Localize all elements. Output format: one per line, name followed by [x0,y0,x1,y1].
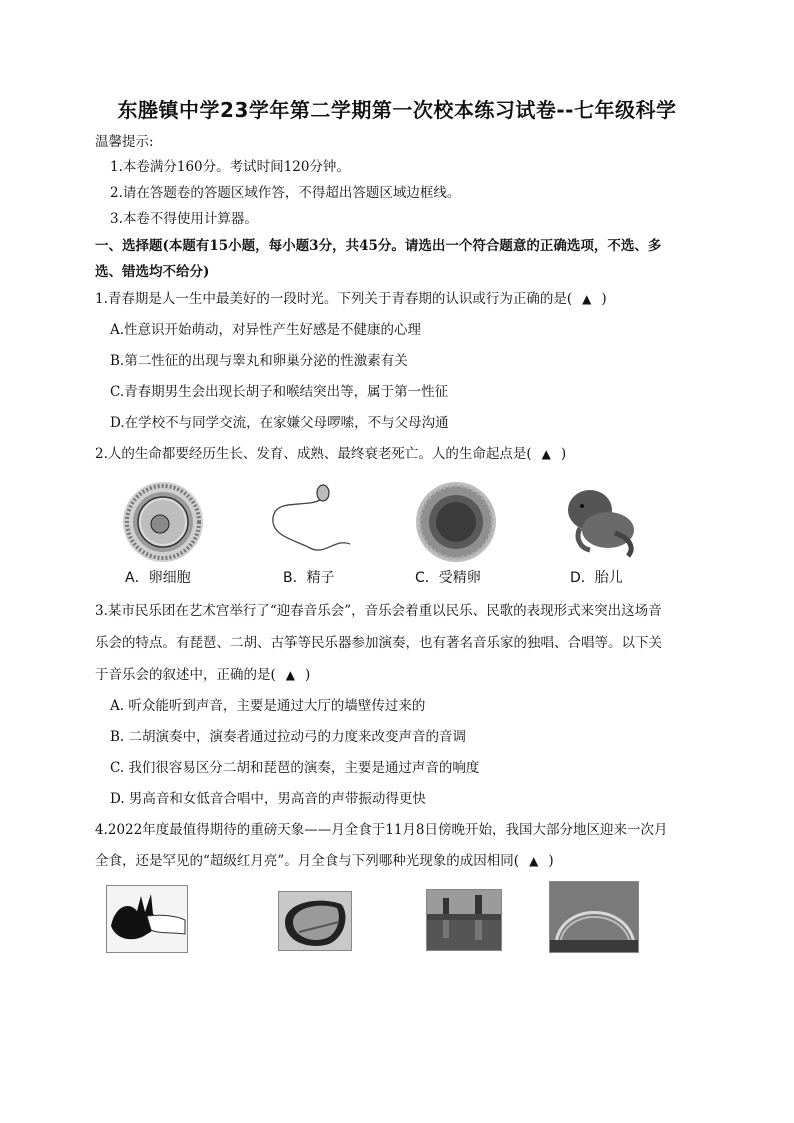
fetus-image [560,478,650,563]
question-3-line: 乐会的特点。有琵琶、二胡、古筝等民乐器参加演奏，也有著名音乐家的独唱、合唱等。以下关 [95,635,662,651]
fertilized-egg-image [410,480,502,565]
paren-close: ) [560,446,567,462]
answer-blank-triangle: ▲ [541,447,551,461]
tip-item: 1.本卷满分160分。考试时间120分钟。 [110,159,350,175]
page-title: 东塍镇中学23学年第二学期第一次校本练习试卷--七年级科学 [117,98,677,122]
shadow-puppet-image [106,885,188,953]
question-4-line: 4.2022年度最值得期待的重磅天象——月全食于11月8日傍晚开始，我国大部分地区迎来一次月 [95,822,668,838]
sperm-image [265,478,355,563]
section-heading: 一、选择题(本题有15小题，每小题3分，共45分。请选出一个符合题意的正确选项，不选、多 [95,238,662,254]
option-d: D.在学校不与同学交流，在家嫌父母啰嗦，不与父母沟通 [110,415,449,431]
tip-item: 3.本卷不得使用计算器。 [110,211,258,227]
option-c: C.青春期男生会出现长胡子和喉结突出等，属于第一性征 [110,384,449,400]
side-mirror-image [278,891,352,951]
option-b: B. 二胡演奏中，演奏者通过拉动弓的力度来改变声音的音调 [110,729,467,745]
caption-sperm: B．精子 [283,570,335,586]
question-text: 1.青春期是人一生中最美好的一段时光。下列关于青春期的认识或行为正确的是( [95,291,573,307]
section-heading-cont: 选、错选均不给分) [95,264,210,280]
paren-close: ) [601,291,607,307]
tips-heading: 温馨提示: [95,134,154,150]
tip-item: 2.请在答题卷的答题区域作答，不得超出答题区域边框线。 [110,185,461,201]
question-2-stem [95,445,566,463]
answer-blank-triangle: ▲ [529,854,539,868]
option-a: A. 听众能听到声音，主要是通过大厅的墙壁传过来的 [110,698,426,714]
answer-blank-triangle: ▲ [582,292,592,306]
answer-blank-triangle: ▲ [285,668,296,682]
option-d: D. 男高音和女低音合唱中，男高音的声带振动得更快 [110,791,426,807]
question-1-stem [95,290,607,308]
question-text: 全食，还是罕见的“超级红月亮”。月全食与下列哪种光现象的成因相同( [95,853,520,869]
question-4-line [95,852,554,870]
rainbow-image [549,881,639,953]
caption-fetus: D．胎儿 [570,570,623,586]
reflection-pagoda-image [426,889,502,951]
caption-fertilized-egg: C．受精卵 [415,570,481,586]
option-c: C. 我们很容易区分二胡和琵琶的演奏，主要是通过声音的响度 [110,760,480,776]
option-b: B.第二性征的出现与睾丸和卵巢分泌的性激素有关 [110,353,408,369]
caption-egg-cell: A．卵细胞 [125,570,191,586]
question-text: 2.人的生命都要经历生长、发育、成熟、最终衰老死亡。人的生命起点是( [95,446,532,462]
paren-close: ) [548,853,554,869]
question-3-line: 3.某市民乐团在艺术宫举行了“迎春音乐会”，音乐会着重以民乐、民歌的表现形式来突出这场音 [95,603,662,619]
option-a: A.性意识开始萌动，对异性产生好感是不健康的心理 [110,322,422,338]
question-text: 于音乐会的叙述中，正确的是( [95,667,276,683]
question-3-line [95,666,310,684]
egg-cell-image [118,480,208,565]
paren-close: ) [305,667,311,683]
